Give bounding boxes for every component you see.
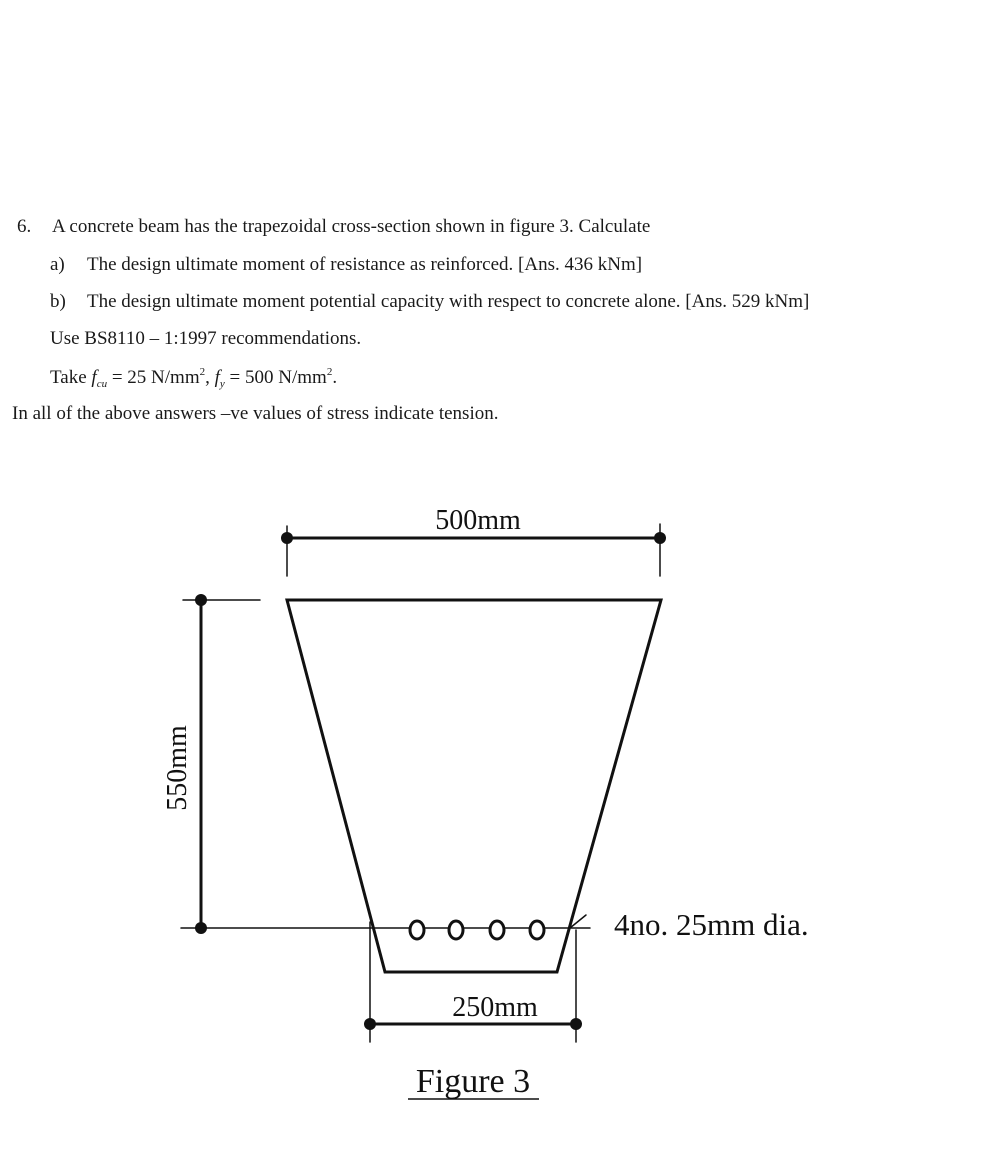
- part-b-label: b): [50, 291, 66, 312]
- rebar: [449, 921, 463, 939]
- take-end: .: [332, 367, 338, 388]
- top-width-label: 500mm: [435, 505, 521, 536]
- rebar: [410, 921, 424, 939]
- figure-caption: Figure 3: [415, 1063, 531, 1100]
- rebar: [530, 921, 544, 939]
- rebar-label: 4no. 25mm dia.: [614, 907, 809, 942]
- question-intro: A concrete beam has the trapezoidal cross-section shown in figure 3. Calculate: [52, 216, 651, 237]
- bottom-width-label: 250mm: [452, 992, 538, 1023]
- fy-symbol: f: [214, 367, 220, 388]
- part-a-text: The design ultimate moment of resistance as reinforced. [Ans. 436 kNm]: [87, 254, 643, 275]
- height-dim-arrow-bottom: [195, 922, 207, 934]
- fcu-value: = 25 N/mm: [107, 367, 200, 388]
- code-reference: Use BS8110 – 1:1997 recommendations.: [50, 328, 362, 349]
- question-number: 6.: [17, 216, 32, 237]
- rebar: [490, 921, 504, 939]
- top-dim-arrow-left: [281, 532, 293, 544]
- take-prefix: Take: [50, 367, 92, 388]
- fy-superscript: 2: [326, 366, 333, 378]
- part-b-text: The design ultimate moment potential capacity with respect to concrete alone. [Ans. 529 kNm]: [87, 291, 810, 312]
- top-dim-arrow-right: [654, 532, 666, 544]
- beam-cross-section-figure: [0, 480, 986, 1120]
- fcu-symbol: f: [91, 367, 97, 388]
- height-dim-arrow-top: [195, 594, 207, 606]
- tension-note: In all of the above answers –ve values of stress indicate tension.: [12, 403, 499, 424]
- bottom-dim-arrow-right: [570, 1018, 582, 1030]
- bottom-dim-arrow-left: [364, 1018, 376, 1030]
- fcu-superscript: 2: [199, 366, 206, 378]
- material-properties: [50, 366, 337, 390]
- take-separator: ,: [205, 367, 215, 388]
- fcu-subscript: cu: [96, 378, 108, 390]
- fy-subscript: y: [219, 378, 225, 390]
- fy-value: = 500 N/mm: [224, 367, 327, 388]
- height-label: 550mm: [162, 725, 193, 811]
- part-a-label: a): [50, 254, 65, 275]
- trapezoid-section: [287, 600, 661, 972]
